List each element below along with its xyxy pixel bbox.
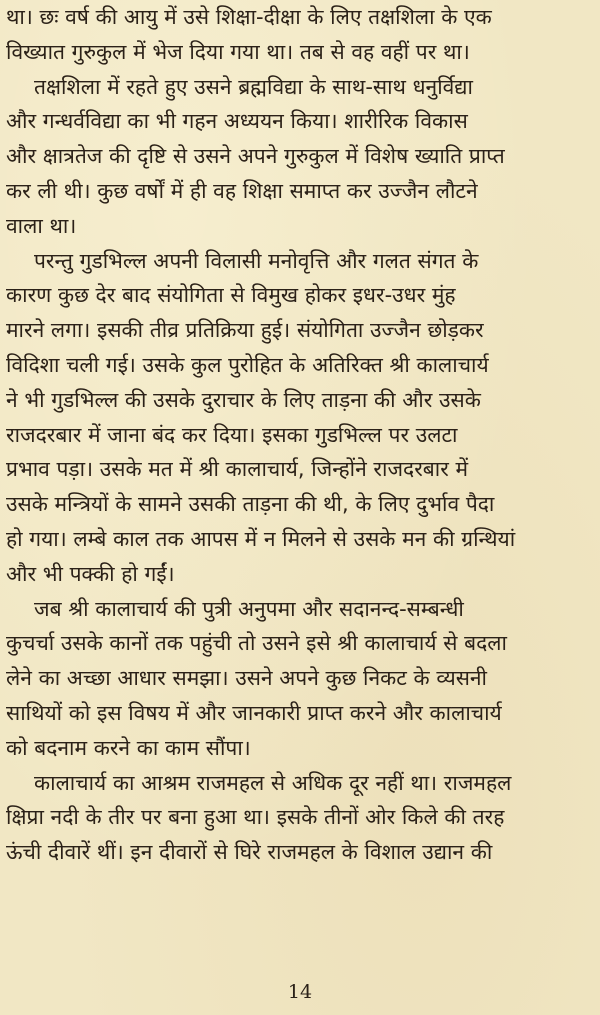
text-line: साथियों को इस विषय में और जानकारी प्राप्त करने और कालाचार्य bbox=[6, 700, 502, 725]
text-line: हो गया। लम्बे काल तक आपस में न मिलने से उसके मन की ग्रन्थियां bbox=[6, 526, 516, 551]
text-line: और भी पक्की हो गईं। bbox=[6, 561, 175, 586]
text-line: और गन्धर्वविद्या का भी गहन अध्ययन किया। शारीरिक विकास bbox=[6, 109, 468, 134]
page-number: 14 bbox=[287, 981, 313, 1003]
text-line: वाला था। bbox=[6, 213, 77, 238]
text-line: कुचर्चा उसके कानों तक पहुंची तो उसने इसे श्री कालाचार्य से बदला bbox=[6, 631, 507, 656]
body-text bbox=[6, 0, 588, 870]
paragraph-start-line: कालाचार्य का आश्रम राजमहल से अधिक दूर नहीं था। राजमहल bbox=[34, 770, 512, 795]
text-line: विदिशा चली गई। उसके कुल पुरोहित के अतिरिक्त श्री कालाचार्य bbox=[6, 352, 489, 377]
text-line: को बदनाम करने का काम सौंपा। bbox=[6, 735, 251, 760]
text-line: ने भी गुडभिल्ल की उसके दुराचार के लिए ताड़ना की और उसके bbox=[6, 387, 481, 412]
text-line: कर ली थी। कुछ वर्षों में ही वह शिक्षा समाप्त कर उज्जैन लौटने bbox=[6, 178, 478, 203]
text-line: राजदरबार में जाना बंद कर दिया। इसका गुडभिल्ल पर उलटा bbox=[6, 422, 458, 447]
text-line: था। छः वर्ष की आयु में उसे शिक्षा-दीक्षा के लिए तक्षशिला के एक bbox=[6, 5, 492, 29]
text-line: प्रभाव पड़ा। उसके मत में श्री कालाचार्य, जिन्होंने राजदरबार में bbox=[6, 457, 469, 482]
text-line: कारण कुछ देर बाद संयोगिता से विमुख होकर इधर-उधर मुंह bbox=[6, 283, 456, 308]
text-line: मारने लगा। इसकी तीव्र प्रतिक्रिया हुई। संयोगिता उज्जैन छोड़कर bbox=[6, 318, 484, 343]
text-line: ऊंची दीवारें थीं। इन दीवारों से घिरे राजमहल के विशाल उद्यान की bbox=[6, 840, 493, 865]
text-line: और क्षात्रतेज की दृष्टि से उसने अपने गुरुकुल में विशेष ख्याति प्राप्त bbox=[6, 144, 505, 169]
paragraph-start-line: परन्तु गुडभिल्ल अपनी विलासी मनोवृत्ति और गलत संगत के bbox=[34, 248, 479, 273]
text-line: उसके मन्त्रियों के सामने उसकी ताड़ना की थी, के लिए दुर्भाव पैदा bbox=[6, 492, 495, 517]
text-line: विख्यात गुरुकुल में भेज दिया गया था। तब से वह वहीं पर था। bbox=[6, 39, 470, 64]
text-line: क्षिप्रा नदी के तीर पर बना हुआ था। इसके तीनों ओर किले की तरह bbox=[6, 805, 505, 830]
text-line: लेने का अच्छा आधार समझा। उसने अपने कुछ निकट के व्यसनी bbox=[6, 666, 487, 691]
paragraph-start-line: जब श्री कालाचार्य की पुत्री अनुपमा और सदानन्द-सम्बन्धी bbox=[34, 596, 464, 621]
paragraph-start-line: तक्षशिला में रहते हुए उसने ब्रह्मविद्या के साथ-साथ धनुर्विद्या bbox=[34, 74, 473, 99]
